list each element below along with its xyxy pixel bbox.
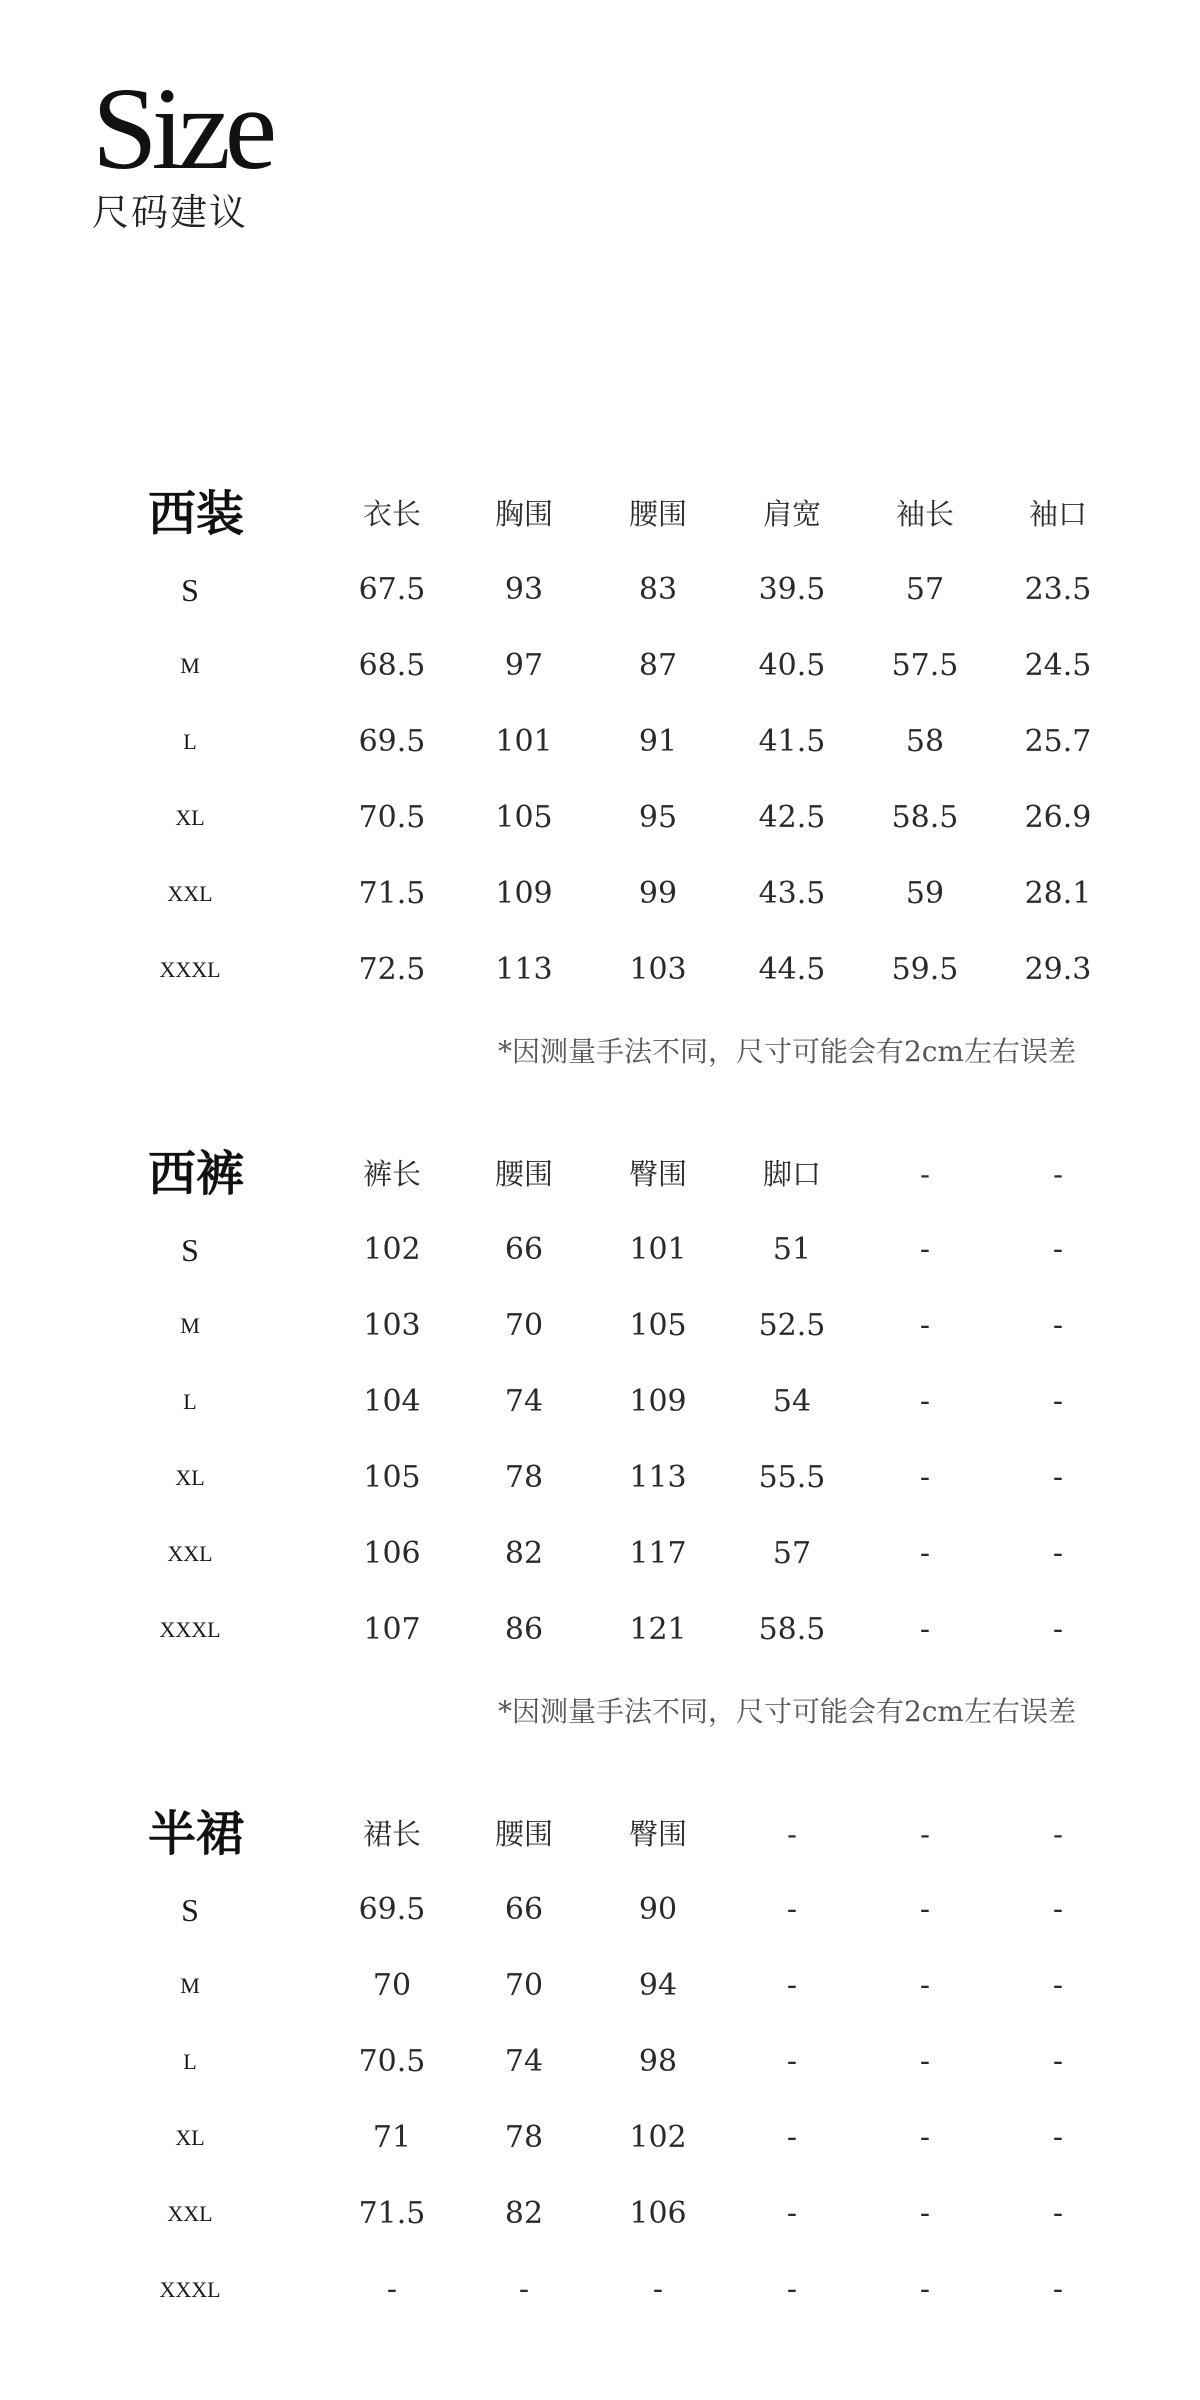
table-cell: 71 <box>372 2120 412 2155</box>
size-label: L <box>183 729 197 754</box>
table-cell: 52.5 <box>758 1308 826 1343</box>
table-row <box>0 1212 1200 1288</box>
table-cell: - <box>518 2272 530 2307</box>
section-title: 西裤 <box>148 1146 245 1202</box>
table-cell: - <box>652 2272 664 2307</box>
table-cell: 40.5 <box>758 648 826 683</box>
table-cell: 51 <box>772 1232 812 1267</box>
table-row <box>0 1364 1200 1440</box>
table-cell: - <box>919 1536 931 1571</box>
table-cell: 70 <box>372 1968 412 2003</box>
table-cell: 68.5 <box>358 648 426 683</box>
size-label: XXL <box>167 2201 213 2226</box>
table-cell: 103 <box>363 1308 421 1343</box>
table-cell: 57 <box>772 1536 812 1571</box>
size-label: XL <box>175 805 205 830</box>
table-cell: - <box>919 1308 931 1343</box>
table-cell: - <box>1052 1308 1064 1343</box>
table-row <box>0 932 1200 1008</box>
skirt-table <box>0 1796 1200 2328</box>
size-label: M <box>180 1973 200 1998</box>
table-cell: 57 <box>905 572 945 607</box>
suit-table <box>0 476 1200 1068</box>
table-cell: - <box>919 1460 931 1495</box>
table-cell: 23.5 <box>1024 572 1092 607</box>
table-row <box>0 780 1200 856</box>
table-cell: 70.5 <box>358 800 426 835</box>
table-cell: 54 <box>772 1384 812 1419</box>
table-row <box>0 2252 1200 2328</box>
table-header-row <box>0 476 1200 552</box>
trousers-table <box>0 1136 1200 1728</box>
table-cell: 105 <box>629 1308 687 1343</box>
table-cell: - <box>919 1892 931 1927</box>
table-cell: 103 <box>629 952 687 987</box>
table-cell: 113 <box>495 952 553 987</box>
table-cell: - <box>919 1612 931 1647</box>
table-cell: - <box>786 2196 798 2231</box>
table-cell: 29.3 <box>1024 952 1092 987</box>
table-cell: 57.5 <box>891 648 959 683</box>
table-cell: - <box>1052 2196 1064 2231</box>
column-header: - <box>1053 1157 1063 1191</box>
table-cell: - <box>919 1232 931 1267</box>
table-cell: 70.5 <box>358 2044 426 2079</box>
table-cell: 25.7 <box>1024 724 1092 759</box>
column-header: 衣长 <box>362 497 421 531</box>
table-cell: 43.5 <box>758 876 826 911</box>
table-cell: 97 <box>504 648 544 683</box>
table-cell: 107 <box>363 1612 421 1647</box>
table-cell: 106 <box>363 1536 421 1571</box>
column-header: - <box>1053 1817 1063 1851</box>
table-cell: 67.5 <box>358 572 426 607</box>
column-header: 臀围 <box>628 1157 687 1191</box>
size-label: M <box>180 653 200 678</box>
table-cell: - <box>919 1968 931 2003</box>
table-cell: - <box>1052 2120 1064 2155</box>
table-cell: - <box>919 2272 931 2307</box>
table-cell: 70 <box>504 1308 544 1343</box>
table-row <box>0 1516 1200 1592</box>
size-label: S <box>181 572 199 608</box>
table-cell: - <box>386 2272 398 2307</box>
size-label: XXXL <box>159 957 221 982</box>
table-cell: 70 <box>504 1968 544 2003</box>
table-cell: 26.9 <box>1024 800 1092 835</box>
size-label: XXL <box>167 1541 213 1566</box>
table-cell: 106 <box>629 2196 687 2231</box>
size-label: XL <box>175 2125 205 2150</box>
table-cell: 82 <box>504 2196 544 2231</box>
measurement-note: *因测量手法不同，尺寸可能会有2cm左右误差 <box>497 1695 1076 1728</box>
table-cell: 117 <box>629 1536 687 1571</box>
table-row <box>0 1592 1200 1668</box>
table-cell: 99 <box>638 876 678 911</box>
column-header: 腰围 <box>494 1817 553 1851</box>
table-row <box>0 2024 1200 2100</box>
table-cell: 83 <box>638 572 678 607</box>
table-cell: 101 <box>629 1232 687 1267</box>
table-row <box>0 1872 1200 1948</box>
table-cell: 71.5 <box>358 2196 426 2231</box>
column-header: 肩宽 <box>762 497 821 531</box>
table-cell: 72.5 <box>358 952 426 987</box>
table-cell: 109 <box>629 1384 687 1419</box>
table-cell: 74 <box>504 2044 544 2079</box>
table-cell: - <box>1052 1384 1064 1419</box>
size-label: M <box>180 1313 200 1338</box>
table-cell: - <box>1052 1232 1064 1267</box>
table-cell: - <box>1052 1536 1064 1571</box>
column-header: 袖口 <box>1028 497 1087 531</box>
size-label: XXL <box>167 881 213 906</box>
table-cell: 44.5 <box>758 952 826 987</box>
table-row <box>0 2176 1200 2252</box>
table-cell: 105 <box>363 1460 421 1495</box>
table-cell: - <box>786 2120 798 2155</box>
table-cell: - <box>786 1968 798 2003</box>
column-header: 胸围 <box>494 497 553 531</box>
size-label: S <box>181 1232 199 1268</box>
table-cell: 58.5 <box>758 1612 826 1647</box>
table-cell: 82 <box>504 1536 544 1571</box>
size-label: S <box>181 1892 199 1928</box>
table-row <box>0 2100 1200 2176</box>
page-header <box>92 63 272 236</box>
column-header: - <box>787 1817 797 1851</box>
table-cell: - <box>919 1384 931 1419</box>
table-cell: - <box>919 2120 931 2155</box>
table-cell: 55.5 <box>758 1460 826 1495</box>
table-cell: 90 <box>638 1892 678 1927</box>
size-label: L <box>183 2049 197 2074</box>
column-header: 裤长 <box>362 1157 421 1191</box>
column-header: 腰围 <box>628 497 687 531</box>
table-cell: - <box>1052 1612 1064 1647</box>
table-cell: 86 <box>504 1612 544 1647</box>
table-cell: 66 <box>504 1892 544 1927</box>
table-cell: 87 <box>638 648 678 683</box>
table-cell: 58.5 <box>891 800 959 835</box>
table-cell: 101 <box>495 724 553 759</box>
size-label: XXXL <box>159 1617 221 1642</box>
column-header: 臀围 <box>628 1817 687 1851</box>
table-cell: - <box>786 2044 798 2079</box>
table-row <box>0 628 1200 704</box>
table-cell: - <box>919 2196 931 2231</box>
measurement-note: *因测量手法不同，尺寸可能会有2cm左右误差 <box>497 1035 1076 1068</box>
table-cell: 58 <box>905 724 945 759</box>
table-cell: - <box>786 1892 798 1927</box>
table-cell: 78 <box>504 1460 544 1495</box>
table-cell: 71.5 <box>358 876 426 911</box>
table-cell: 78 <box>504 2120 544 2155</box>
table-cell: 93 <box>504 572 544 607</box>
column-header: 袖长 <box>895 497 954 531</box>
table-cell: - <box>786 2272 798 2307</box>
table-cell: - <box>919 2044 931 2079</box>
table-cell: 59.5 <box>891 952 959 987</box>
table-cell: 113 <box>629 1460 687 1495</box>
table-cell: 98 <box>638 2044 678 2079</box>
table-row <box>0 704 1200 780</box>
table-cell: 102 <box>629 2120 687 2155</box>
table-row <box>0 552 1200 628</box>
table-cell: - <box>1052 1968 1064 2003</box>
table-cell: - <box>1052 2044 1064 2079</box>
table-cell: 24.5 <box>1024 648 1092 683</box>
size-label: XXXL <box>159 2277 221 2302</box>
table-cell: 91 <box>638 724 678 759</box>
table-cell: 66 <box>504 1232 544 1267</box>
table-cell: 59 <box>905 876 945 911</box>
table-cell: 94 <box>638 1968 678 2003</box>
table-cell: 102 <box>363 1232 421 1267</box>
table-row <box>0 1288 1200 1364</box>
table-row <box>0 1440 1200 1516</box>
table-cell: 95 <box>638 800 678 835</box>
table-header-row <box>0 1796 1200 1872</box>
column-header: 腰围 <box>494 1157 553 1191</box>
section-title: 西装 <box>148 486 245 542</box>
column-header: 脚口 <box>762 1157 821 1191</box>
table-cell: 105 <box>495 800 553 835</box>
table-cell: - <box>1052 1460 1064 1495</box>
section-title: 半裙 <box>148 1806 245 1862</box>
table-cell: 28.1 <box>1024 876 1092 911</box>
table-cell: - <box>1052 1892 1064 1927</box>
table-cell: 42.5 <box>758 800 826 835</box>
column-header: - <box>920 1157 930 1191</box>
table-cell: 121 <box>629 1612 687 1647</box>
table-cell: 39.5 <box>758 572 826 607</box>
table-cell: 109 <box>495 876 553 911</box>
table-cell: 74 <box>504 1384 544 1419</box>
table-cell: - <box>1052 2272 1064 2307</box>
table-row <box>0 856 1200 932</box>
size-label: L <box>183 1389 197 1414</box>
table-cell: 69.5 <box>358 724 426 759</box>
table-cell: 104 <box>363 1384 421 1419</box>
page-title: Size <box>92 63 272 194</box>
page-subtitle: 尺码建议 <box>92 191 248 234</box>
column-header: - <box>920 1817 930 1851</box>
table-cell: 69.5 <box>358 1892 426 1927</box>
column-header: 裙长 <box>362 1817 421 1851</box>
table-cell: 41.5 <box>758 724 826 759</box>
table-row <box>0 1948 1200 2024</box>
table-header-row <box>0 1136 1200 1212</box>
size-label: XL <box>175 1465 205 1490</box>
